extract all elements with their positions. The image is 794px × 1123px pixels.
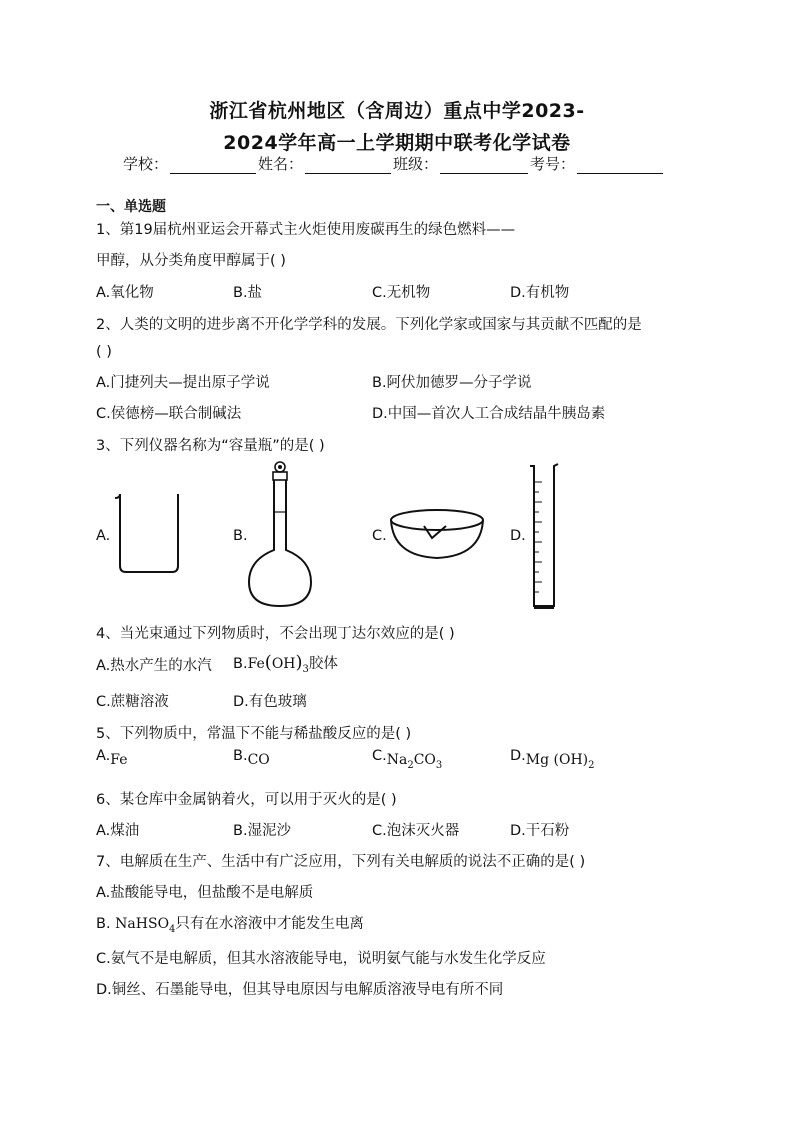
q6-stem: 6、某仓库中金属钠着火，可以用于灭火的是( ): [96, 792, 397, 808]
q5-option-d-f1: Mg: [525, 752, 550, 768]
q2-option-c[interactable]: C.侯德榜—联合制碱法: [96, 406, 242, 422]
exam-title-line2: 2024学年高一上学期期中联考化学试卷: [223, 132, 571, 154]
q4-option-b-formula: Fe: [247, 656, 265, 672]
q7-option-b-subscript: 4: [169, 923, 176, 935]
q1-option-d[interactable]: D.有机物: [510, 285, 570, 301]
q4-stem: 4、当光束通过下列物质时，不会出现丁达尔效应的是( ): [96, 626, 455, 642]
volumetric-flask-icon[interactable]: [247, 460, 313, 610]
q1-option-a[interactable]: A.氧化物: [96, 285, 154, 301]
q3-option-a-label[interactable]: A.: [96, 528, 111, 544]
q7-option-b-label: B.: [96, 916, 111, 932]
q4-option-b-paren-close: ): [295, 652, 303, 673]
q7-option-b-formula: NaHSO: [115, 916, 170, 932]
student-info-row: [123, 153, 665, 174]
class-blank[interactable]: [440, 157, 528, 174]
q5-option-a-label: A.: [96, 748, 111, 764]
q2-option-b[interactable]: B.阿伏加德罗—分子学说: [372, 375, 532, 391]
name-blank[interactable]: [305, 157, 391, 174]
q4-option-b-suffix: 胶体: [308, 656, 338, 672]
q5-option-d-s: 2: [588, 759, 595, 771]
q4-option-c[interactable]: C.蔗糖溶液: [96, 694, 169, 710]
q5-option-d-f2: (OH): [553, 752, 589, 768]
q5-option-c-s1: 2: [407, 759, 414, 771]
q6-option-b[interactable]: B.湿泥沙: [233, 823, 292, 839]
q2-stem-line1: 2、人类的文明的进步离不开化学学科的发展。下列化学家或国家与其贡献不匹配的是: [96, 317, 642, 333]
q7-option-b-rest: 只有在水溶液中才能发生电离: [175, 916, 364, 932]
q6-option-d[interactable]: D.干石粉: [510, 823, 570, 839]
q1-stem-line1: 1、第19届杭州亚运会开幕式主火炬使用废碳再生的绿色燃料——: [96, 222, 516, 238]
q2-stem-line2: ( ): [96, 344, 112, 360]
q1-option-b[interactable]: B.盐: [233, 285, 263, 301]
q5-option-a[interactable]: [96, 748, 128, 768]
q5-option-b[interactable]: [233, 748, 270, 768]
q3-option-b-label[interactable]: B.: [233, 528, 248, 544]
q2-option-d[interactable]: D.中国—首次人工合成结晶牛胰岛素: [372, 406, 606, 422]
q7-stem: 7、电解质在生产、生活中有广泛应用，下列有关电解质的说法不正确的是( ): [96, 854, 586, 870]
q4-option-b-label: B.: [233, 656, 248, 672]
q7-option-a[interactable]: A.盐酸能导电，但盐酸不是电解质: [96, 885, 314, 901]
examno-blank[interactable]: [577, 157, 663, 174]
q5-option-b-formula: CO: [247, 752, 270, 768]
q5-option-a-formula: Fe: [110, 752, 128, 768]
q4-option-a[interactable]: A.热水产生的水汽: [96, 658, 212, 674]
q5-option-c-label: C.: [372, 748, 387, 764]
graduated-cylinder-icon[interactable]: [528, 462, 562, 610]
q5-option-c-f2: CO: [413, 752, 436, 768]
q3-stem: 3、下列仪器名称为“容量瓶”的是( ): [96, 438, 325, 454]
beaker-icon[interactable]: [112, 492, 184, 576]
section-title: 一、单选题: [96, 199, 166, 215]
class-label: 班级：: [393, 155, 439, 173]
q5-option-c-f1: Na: [386, 752, 408, 768]
q6-option-c[interactable]: C.泡沫灭火器: [372, 823, 460, 839]
q7-option-b[interactable]: [96, 912, 364, 935]
q3-option-c-label[interactable]: C.: [372, 528, 387, 544]
q4-option-b-subscript: 3: [302, 663, 309, 675]
school-blank[interactable]: [170, 157, 256, 174]
q5-option-b-label: B.: [233, 748, 248, 764]
q3-option-d-label[interactable]: D.: [510, 528, 526, 544]
examno-label: 考号：: [530, 155, 576, 173]
q4-option-b-paren-open: (: [264, 652, 272, 673]
q7-option-c[interactable]: C.氨气不是电解质，但其水溶液能导电，说明氨气能与水发生化学反应: [96, 951, 546, 967]
q6-option-a[interactable]: A.煤油: [96, 823, 140, 839]
exam-title-line1: 浙江省杭州地区（含周边）重点中学2023-: [209, 100, 585, 122]
q5-option-d-label: D.: [510, 748, 526, 764]
q5-stem: 5、下列物质中，常温下不能与稀盐酸反应的是( ): [96, 726, 412, 742]
q4-option-b[interactable]: [233, 652, 338, 675]
evaporating-dish-icon[interactable]: [388, 508, 486, 560]
q1-stem-line2: 甲醇，从分类角度甲醇属于( ): [96, 253, 286, 269]
q4-option-d[interactable]: D.有色玻璃: [233, 694, 307, 710]
name-label: 姓名：: [258, 155, 304, 173]
q1-option-c[interactable]: C.无机物: [372, 285, 431, 301]
q5-option-c[interactable]: [372, 748, 443, 771]
school-label: 学校：: [123, 155, 169, 173]
q4-option-b-group: OH: [271, 656, 296, 672]
q7-option-d[interactable]: D.铜丝、石墨能导电，但其导电原因与电解质溶液导电有所不同: [96, 982, 504, 998]
q2-option-a[interactable]: A.门捷列夫—提出原子学说: [96, 375, 270, 391]
q5-option-c-s2: 3: [435, 759, 443, 771]
q5-option-d[interactable]: [510, 748, 595, 771]
